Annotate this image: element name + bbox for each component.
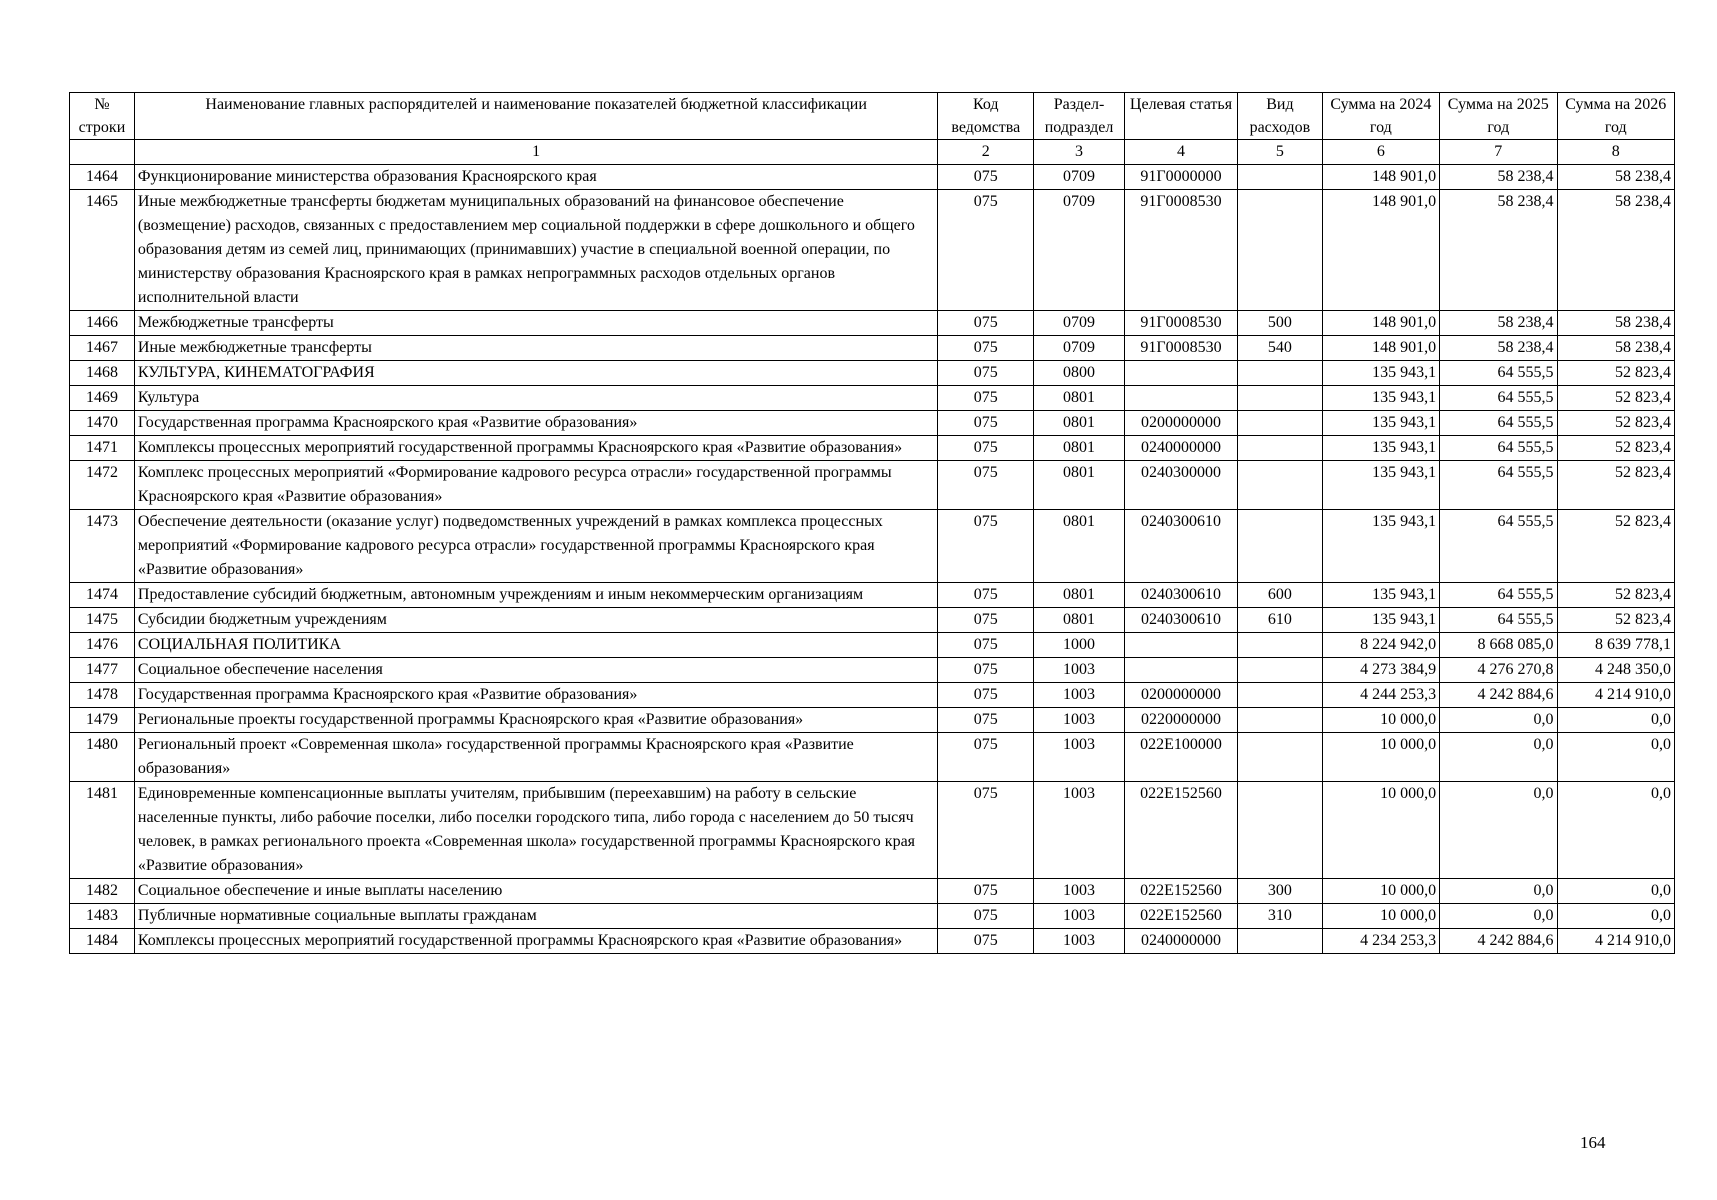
sum-2026: 52 823,4 [1557,386,1675,411]
target-article: 0240300000 [1124,461,1237,510]
sum-2024: 135 943,1 [1322,461,1439,510]
target-article: 022Е100000 [1124,733,1237,782]
sum-2026: 58 238,4 [1557,336,1675,361]
section-code: 1000 [1034,633,1125,658]
sum-2024: 135 943,1 [1322,411,1439,436]
expense-type [1238,733,1322,782]
row-number: 1466 [70,311,135,336]
sum-2024: 10 000,0 [1322,733,1439,782]
header-name: Наименование главных распорядителей и наименование показателей бюджетной классификации [134,93,938,140]
table-row [70,510,1675,583]
expense-type [1238,782,1322,879]
column-number [70,140,135,165]
target-article [1124,658,1237,683]
section-code: 0709 [1034,311,1125,336]
row-name: Культура [134,386,938,411]
row-name: Единовременные компенсационные выплаты учителям, прибывшим (переехавшим) на работу в сельские населенные пункты, либо рабочие поселки, либо поселки городского типа, либо города с населением до 50 тысяч человек, в рамках регионального проекта «Современная школа» государственной программы Красноярского края «Развитие образования» [134,782,938,879]
department-code: 075 [938,361,1034,386]
row-name: Функционирование министерства образования Красноярского края [134,165,938,190]
department-code: 075 [938,708,1034,733]
sum-2025: 0,0 [1440,708,1557,733]
budget-table [69,92,1675,954]
sum-2026: 0,0 [1557,904,1675,929]
table-row [70,608,1675,633]
sum-2025: 4 276 270,8 [1440,658,1557,683]
target-article: 0200000000 [1124,683,1237,708]
row-name: Иные межбюджетные трансферты бюджетам муниципальных образований на финансовое обеспечение (возмещение) расходов, связанных с предоставлением мер социальной поддержки в сфере дошкольного и общего образования детям из семей лиц, принимающих (принимавших) участие в специальной военной операции, по министерству образования Красноярского края в рамках непрограммных расходов отдельных органов исполнительной власти [134,190,938,311]
section-code: 0801 [1034,411,1125,436]
row-name: Межбюджетные трансферты [134,311,938,336]
header-target-article: Целевая статья [1124,93,1237,140]
target-article: 91Г0008530 [1124,311,1237,336]
row-name: Социальное обеспечение населения [134,658,938,683]
expense-type [1238,633,1322,658]
section-code: 1003 [1034,733,1125,782]
table-row [70,336,1675,361]
target-article [1124,633,1237,658]
table-row [70,190,1675,311]
department-code: 075 [938,510,1034,583]
department-code: 075 [938,879,1034,904]
expense-type [1238,683,1322,708]
section-code: 1003 [1034,708,1125,733]
sum-2026: 0,0 [1557,708,1675,733]
sum-2024: 10 000,0 [1322,782,1439,879]
sum-2026: 52 823,4 [1557,361,1675,386]
sum-2024: 135 943,1 [1322,361,1439,386]
sum-2026: 4 248 350,0 [1557,658,1675,683]
section-code: 1003 [1034,683,1125,708]
sum-2026: 0,0 [1557,879,1675,904]
target-article: 022Е152560 [1124,879,1237,904]
sum-2026: 58 238,4 [1557,311,1675,336]
sum-2026: 52 823,4 [1557,510,1675,583]
expense-type [1238,165,1322,190]
row-name: Региональные проекты государственной программы Красноярского края «Развитие образования» [134,708,938,733]
department-code: 075 [938,411,1034,436]
expense-type [1238,190,1322,311]
department-code: 075 [938,782,1034,879]
row-name: Комплекс процессных мероприятий «Формирование кадрового ресурса отрасли» государственной программы Красноярского края «Развитие образования» [134,461,938,510]
table-row [70,904,1675,929]
table-row [70,733,1675,782]
sum-2025: 4 242 884,6 [1440,683,1557,708]
row-number: 1479 [70,708,135,733]
table-row [70,633,1675,658]
section-code: 1003 [1034,658,1125,683]
table-row [70,411,1675,436]
row-number: 1480 [70,733,135,782]
table-row [70,879,1675,904]
table-row [70,929,1675,954]
row-name: Предоставление субсидий бюджетным, автономным учреждениям и иным некоммерческим организациям [134,583,938,608]
sum-2026: 58 238,4 [1557,190,1675,311]
department-code: 075 [938,311,1034,336]
row-name: Субсидии бюджетным учреждениям [134,608,938,633]
row-number: 1478 [70,683,135,708]
sum-2024: 148 901,0 [1322,311,1439,336]
sum-2026: 0,0 [1557,733,1675,782]
table-header-row [70,93,1675,140]
sum-2024: 8 224 942,0 [1322,633,1439,658]
column-number: 1 [134,140,938,165]
department-code: 075 [938,683,1034,708]
sum-2025: 64 555,5 [1440,386,1557,411]
section-code: 1003 [1034,879,1125,904]
row-number: 1470 [70,411,135,436]
target-article: 0240000000 [1124,436,1237,461]
table-row [70,583,1675,608]
row-name: КУЛЬТУРА, КИНЕМАТОГРАФИЯ [134,361,938,386]
expense-type: 600 [1238,583,1322,608]
sum-2024: 135 943,1 [1322,510,1439,583]
sum-2026: 4 214 910,0 [1557,683,1675,708]
header-section: Раздел-подраздел [1034,93,1125,140]
table-row [70,436,1675,461]
department-code: 075 [938,165,1034,190]
row-number: 1467 [70,336,135,361]
expense-type: 310 [1238,904,1322,929]
table-row [70,165,1675,190]
expense-type: 610 [1238,608,1322,633]
row-name: СОЦИАЛЬНАЯ ПОЛИТИКА [134,633,938,658]
section-code: 0801 [1034,436,1125,461]
sum-2026: 58 238,4 [1557,165,1675,190]
section-code: 0801 [1034,461,1125,510]
row-name: Государственная программа Красноярского края «Развитие образования» [134,683,938,708]
section-code: 1003 [1034,904,1125,929]
section-code: 0709 [1034,165,1125,190]
target-article: 022Е152560 [1124,782,1237,879]
column-number: 4 [1124,140,1237,165]
table-row [70,658,1675,683]
department-code: 075 [938,608,1034,633]
expense-type [1238,461,1322,510]
sum-2025: 0,0 [1440,782,1557,879]
sum-2025: 58 238,4 [1440,165,1557,190]
row-name: Комплексы процессных мероприятий государственной программы Красноярского края «Развитие образования» [134,929,938,954]
table-row [70,311,1675,336]
row-number: 1482 [70,879,135,904]
sum-2024: 4 273 384,9 [1322,658,1439,683]
row-number: 1468 [70,361,135,386]
target-article: 0240300610 [1124,583,1237,608]
sum-2024: 4 244 253,3 [1322,683,1439,708]
department-code: 075 [938,633,1034,658]
row-number: 1473 [70,510,135,583]
section-code: 0801 [1034,386,1125,411]
section-code: 0709 [1034,190,1125,311]
row-name: Комплексы процессных мероприятий государственной программы Красноярского края «Развитие образования» [134,436,938,461]
sum-2024: 10 000,0 [1322,879,1439,904]
sum-2024: 10 000,0 [1322,904,1439,929]
sum-2024: 10 000,0 [1322,708,1439,733]
header-expense-type: Вид расходов [1238,93,1322,140]
department-code: 075 [938,336,1034,361]
sum-2024: 4 234 253,3 [1322,929,1439,954]
expense-type [1238,658,1322,683]
section-code: 0801 [1034,510,1125,583]
row-name: Региональный проект «Современная школа» государственной программы Красноярского края «Развитие образования» [134,733,938,782]
column-number: 6 [1322,140,1439,165]
header-sum-2026: Сумма на 2026 год [1557,93,1675,140]
row-name: Иные межбюджетные трансферты [134,336,938,361]
target-article: 0240300610 [1124,510,1237,583]
department-code: 075 [938,904,1034,929]
sum-2026: 52 823,4 [1557,461,1675,510]
section-code: 0800 [1034,361,1125,386]
department-code: 075 [938,461,1034,510]
target-article: 0240000000 [1124,929,1237,954]
sum-2025: 0,0 [1440,733,1557,782]
sum-2025: 64 555,5 [1440,361,1557,386]
column-number: 5 [1238,140,1322,165]
sum-2026: 4 214 910,0 [1557,929,1675,954]
expense-type [1238,411,1322,436]
sum-2024: 135 943,1 [1322,386,1439,411]
sum-2026: 52 823,4 [1557,583,1675,608]
row-number: 1465 [70,190,135,311]
sum-2025: 4 242 884,6 [1440,929,1557,954]
target-article: 91Г0008530 [1124,336,1237,361]
row-number: 1475 [70,608,135,633]
row-number: 1472 [70,461,135,510]
target-article [1124,361,1237,386]
sum-2024: 148 901,0 [1322,336,1439,361]
expense-type: 500 [1238,311,1322,336]
table-row [70,782,1675,879]
department-code: 075 [938,190,1034,311]
section-code: 0709 [1034,336,1125,361]
header-department-code: Код ведомства [938,93,1034,140]
sum-2025: 58 238,4 [1440,336,1557,361]
row-number: 1471 [70,436,135,461]
row-name: Социальное обеспечение и иные выплаты населению [134,879,938,904]
sum-2024: 135 943,1 [1322,583,1439,608]
sum-2024: 148 901,0 [1322,190,1439,311]
column-number-row [70,140,1675,165]
section-code: 0801 [1034,608,1125,633]
expense-type: 540 [1238,336,1322,361]
column-number: 7 [1440,140,1557,165]
table-row [70,461,1675,510]
row-number: 1474 [70,583,135,608]
sum-2025: 0,0 [1440,879,1557,904]
department-code: 075 [938,658,1034,683]
sum-2024: 148 901,0 [1322,165,1439,190]
department-code: 075 [938,929,1034,954]
expense-type [1238,361,1322,386]
sum-2025: 64 555,5 [1440,583,1557,608]
sum-2026: 52 823,4 [1557,608,1675,633]
department-code: 075 [938,733,1034,782]
row-number: 1476 [70,633,135,658]
target-article [1124,386,1237,411]
sum-2024: 135 943,1 [1322,436,1439,461]
column-number: 2 [938,140,1034,165]
target-article: 91Г0000000 [1124,165,1237,190]
column-number: 8 [1557,140,1675,165]
expense-type: 300 [1238,879,1322,904]
expense-type [1238,386,1322,411]
row-name: Обеспечение деятельности (оказание услуг) подведомственных учреждений в рамках комплекса процессных мероприятий «Формирование кадрового ресурса отрасли» государственной программы Красноярского края «Развитие образования» [134,510,938,583]
row-name: Государственная программа Красноярского края «Развитие образования» [134,411,938,436]
target-article: 91Г0008530 [1124,190,1237,311]
sum-2025: 8 668 085,0 [1440,633,1557,658]
row-number: 1484 [70,929,135,954]
table-row [70,361,1675,386]
sum-2025: 64 555,5 [1440,461,1557,510]
row-number: 1469 [70,386,135,411]
table-row [70,683,1675,708]
sum-2026: 52 823,4 [1557,411,1675,436]
row-number: 1481 [70,782,135,879]
department-code: 075 [938,583,1034,608]
sum-2024: 135 943,1 [1322,608,1439,633]
target-article: 0220000000 [1124,708,1237,733]
page-number: 164 [1580,1133,1606,1152]
sum-2025: 0,0 [1440,904,1557,929]
table-row [70,386,1675,411]
expense-type [1238,708,1322,733]
row-number: 1483 [70,904,135,929]
sum-2026: 8 639 778,1 [1557,633,1675,658]
target-article: 0200000000 [1124,411,1237,436]
expense-type [1238,510,1322,583]
header-sum-2024: Сумма на 2024 год [1322,93,1439,140]
target-article: 0240300610 [1124,608,1237,633]
sum-2025: 64 555,5 [1440,411,1557,436]
section-code: 1003 [1034,929,1125,954]
sum-2025: 64 555,5 [1440,436,1557,461]
section-code: 0801 [1034,583,1125,608]
column-number: 3 [1034,140,1125,165]
row-number: 1477 [70,658,135,683]
sum-2025: 64 555,5 [1440,510,1557,583]
table-row [70,708,1675,733]
sum-2025: 58 238,4 [1440,190,1557,311]
section-code: 1003 [1034,782,1125,879]
department-code: 075 [938,436,1034,461]
expense-type [1238,436,1322,461]
sum-2026: 52 823,4 [1557,436,1675,461]
header-row-number: № строки [70,93,135,140]
target-article: 022Е152560 [1124,904,1237,929]
expense-type [1238,929,1322,954]
sum-2026: 0,0 [1557,782,1675,879]
sum-2025: 64 555,5 [1440,608,1557,633]
row-name: Публичные нормативные социальные выплаты гражданам [134,904,938,929]
row-number: 1464 [70,165,135,190]
header-sum-2025: Сумма на 2025 год [1440,93,1557,140]
sum-2025: 58 238,4 [1440,311,1557,336]
department-code: 075 [938,386,1034,411]
